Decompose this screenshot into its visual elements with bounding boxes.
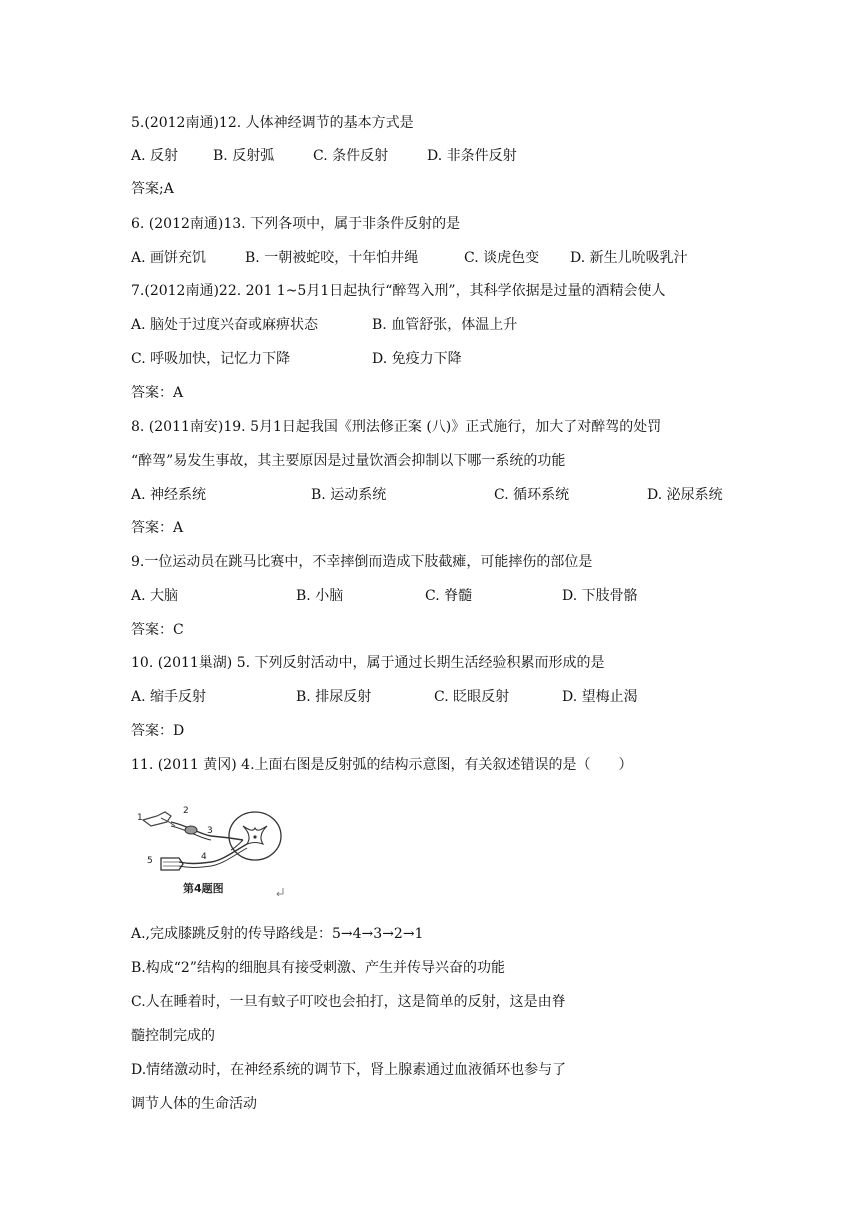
q8-option-c: C. 循环系统	[494, 487, 570, 503]
q5-stem: 5.(2012南通)12. 人体神经调节的基本方式是	[131, 115, 414, 131]
q10-stem: 10. (2011巢湖) 5. 下列反射活动中，属于通过长期生活经验积累而形成的是	[131, 655, 605, 671]
q9-option-b: B. 小脑	[296, 588, 344, 604]
q9-option-c: C. 脊髓	[425, 588, 473, 604]
q9-option-a: A. 大脑	[131, 588, 179, 604]
q6-stem: 6. (2012南通)13. 下列各项中，属于非条件反射的是	[131, 216, 461, 232]
q10-answer: 答案：D	[131, 723, 185, 739]
q8-stem: 8. (2011南安)19. 5月1日起我国《刑法修正案 (八)》正式施行，加大了对醉驾的处罚	[131, 419, 662, 435]
q6-option-c: C. 谈虎色变	[464, 250, 540, 266]
q11-option-d: D.情绪激动时，在神经系统的调节下，肾上腺素通过血液循环也参与了	[131, 1062, 567, 1078]
q6-option-a: A. 画饼充饥	[131, 250, 207, 266]
q11-option-c: C.人在睡着时，一旦有蚊子叮咬也会拍打，这是简单的反射，这是由脊	[131, 994, 566, 1010]
q7-option-b: B. 血管舒张，体温上升	[372, 317, 518, 333]
q7-option-a: A. 脑处于过度兴奋或麻痹状态	[131, 317, 319, 333]
q7-option-d: D. 免疫力下降	[372, 351, 462, 367]
q5-option-b: B. 反射弧	[213, 148, 275, 164]
q11-option-b: B.构成“2”结构的细胞具有接受刺激、产生并传导兴奋的功能	[131, 960, 505, 976]
q7-answer: 答案：A	[131, 385, 184, 401]
figure-label-5: 5	[147, 856, 153, 866]
q9-stem: 9.一位运动员在跳马比赛中，不幸摔倒而造成下肢截瘫，可能摔伤的部位是	[131, 554, 593, 570]
q5-answer: 答案;A	[131, 181, 174, 197]
q8-option-a: A. 神经系统	[131, 487, 207, 503]
q5-option-a: A. 反射	[131, 148, 179, 164]
q11-option-d-continued: 调节人体的生命活动	[131, 1096, 257, 1112]
q8-option-d: D. 泌尿系统	[647, 487, 723, 503]
q11-option-c-continued: 髓控制完成的	[131, 1028, 215, 1044]
q11-stem: 11. (2011 黄冈) 4.上面右图是反射弧的结构示意图，有关叙述错误的是（ ）	[131, 757, 633, 773]
q5-option-d: D. 非条件反射	[427, 148, 517, 164]
q10-option-d: D. 望梅止渴	[562, 689, 638, 705]
figure-label-3: 3	[207, 826, 213, 836]
q8-option-b: B. 运动系统	[311, 487, 387, 503]
q11-option-a: A.,完成膝跳反射的传导路线是：5→4→3→2→1	[131, 926, 424, 942]
figure-label-2: 2	[183, 806, 189, 816]
q7-stem: 7.(2012南通)22. 201 1~5月1日起执行“醉驾入刑”，其科学依据是过量的酒精会使人	[131, 283, 666, 299]
q9-answer: 答案：C	[131, 622, 184, 638]
figure-caption: 第4题图	[183, 882, 224, 895]
q10-option-c: C. 眨眼反射	[434, 689, 510, 705]
reflex-arc-figure	[131, 782, 285, 900]
q7-option-c: C. 呼吸加快，记忆力下降	[131, 351, 291, 367]
q6-option-b: B. 一朝被蛇咬，十年怕井绳	[245, 250, 419, 266]
q8-stem-continued: “醉驾”易发生事故，其主要原因是过量饮酒会抑制以下哪一系统的功能	[131, 453, 566, 469]
reflex-arc-diagram	[131, 782, 285, 900]
q10-option-a: A. 缩手反射	[131, 689, 207, 705]
q6-option-d: D. 新生儿吮吸乳汁	[570, 250, 688, 266]
figure-label-4: 4	[201, 852, 207, 862]
figure-label-1: 1	[137, 813, 143, 823]
q9-option-d: D. 下肢骨骼	[562, 588, 638, 604]
q5-option-c: C. 条件反射	[313, 148, 389, 164]
q10-option-b: B. 排尿反射	[296, 689, 372, 705]
q8-answer: 答案：A	[131, 520, 184, 536]
